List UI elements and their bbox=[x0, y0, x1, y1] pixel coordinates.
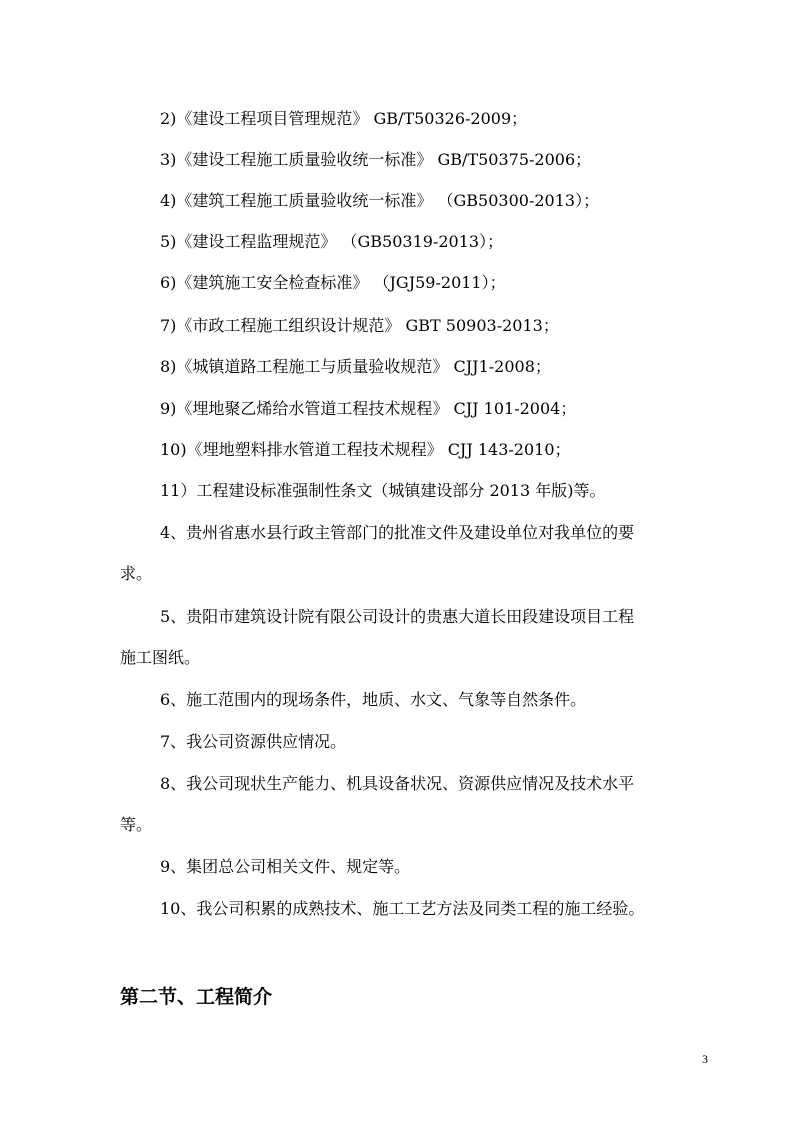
basis-item-5: 5、贵阳市建筑设计院有限公司设计的贵惠大道长田段建设项目工程 bbox=[160, 607, 635, 626]
basis-item-10: 10、我公司积累的成熟技术、施工工艺方法及同类工程的施工经验。 bbox=[160, 899, 645, 918]
reference-item-3: 3)《建设工程施工质量验收统一标准》 GB/T50375-2006； bbox=[160, 150, 592, 169]
reference-item-5: 5)《建设工程监理规范》 （GB50319-2013）； bbox=[160, 232, 504, 251]
basis-item-9: 9、集团总公司相关文件、规定等。 bbox=[160, 857, 411, 876]
basis-item-4: 4、贵州省惠水县行政主管部门的批准文件及建设单位对我单位的要 bbox=[160, 523, 635, 542]
section-heading: 第二节、工程简介 bbox=[120, 986, 273, 1008]
basis-item-4-continued: 求。 bbox=[120, 564, 153, 583]
reference-item-4: 4)《建筑工程施工质量验收统一标准》 （GB50300-2013）； bbox=[160, 191, 600, 210]
reference-item-7: 7)《市政工程施工组织设计规范》 GBT 50903-2013； bbox=[160, 316, 559, 335]
basis-item-6: 6、施工范围内的现场条件，地质、水文、气象等自然条件。 bbox=[160, 690, 587, 709]
reference-item-9: 9)《埋地聚乙烯给水管道工程技术规程》 CJJ 101-2004； bbox=[160, 399, 577, 418]
basis-item-8: 8、我公司现状生产能力、机具设备状况、资源供应情况及技术水平 bbox=[160, 774, 635, 793]
page-number: 3 bbox=[702, 1052, 708, 1066]
basis-item-7: 7、我公司资源供应情况。 bbox=[160, 732, 347, 751]
reference-item-11: 11）工程建设标准强制性条文（城镇建设部分 2013 年版)等。 bbox=[160, 481, 606, 500]
reference-item-10: 10)《埋地塑料排水管道工程技术规程》 CJJ 143-2010； bbox=[160, 440, 571, 459]
basis-item-8-continued: 等。 bbox=[120, 815, 153, 834]
reference-item-6: 6)《建筑施工安全检查标准》 （JGJ59-2011）； bbox=[160, 273, 506, 292]
basis-item-5-continued: 施工图纸。 bbox=[120, 648, 201, 667]
reference-item-8: 8)《城镇道路工程施工与质量验收规范》 CJJ1-2008； bbox=[160, 357, 551, 376]
reference-item-2: 2)《建设工程项目管理规范》 GB/T50326-2009； bbox=[160, 109, 528, 128]
